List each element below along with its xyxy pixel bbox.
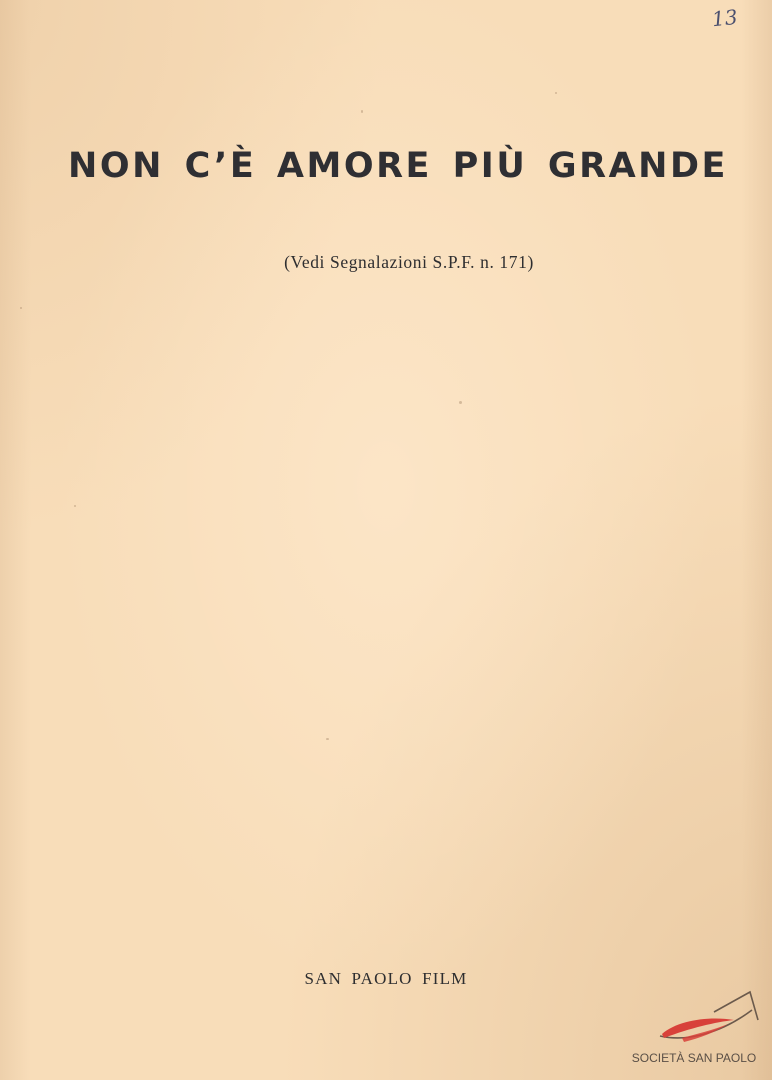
paper-speck bbox=[74, 505, 76, 507]
publisher-footer: SAN PAOLO FILM bbox=[304, 969, 468, 988]
paper-speck bbox=[555, 92, 557, 94]
paper-speck bbox=[361, 110, 363, 113]
handwritten-page-number: 13 bbox=[710, 4, 739, 32]
document-subtitle: (Vedi Segnalazioni S.P.F. n. 171) bbox=[284, 252, 534, 272]
document-title: NON C’È AMORE PIÙ GRANDE bbox=[68, 146, 728, 186]
paper-speck bbox=[326, 738, 329, 740]
watermark-text: SOCIETÀ SAN PAOLO bbox=[631, 1051, 757, 1065]
paper-speck bbox=[20, 307, 22, 309]
societa-san-paolo-watermark bbox=[624, 990, 764, 1070]
societa-san-paolo-logo-icon bbox=[656, 990, 762, 1048]
paper-speck bbox=[459, 401, 462, 404]
